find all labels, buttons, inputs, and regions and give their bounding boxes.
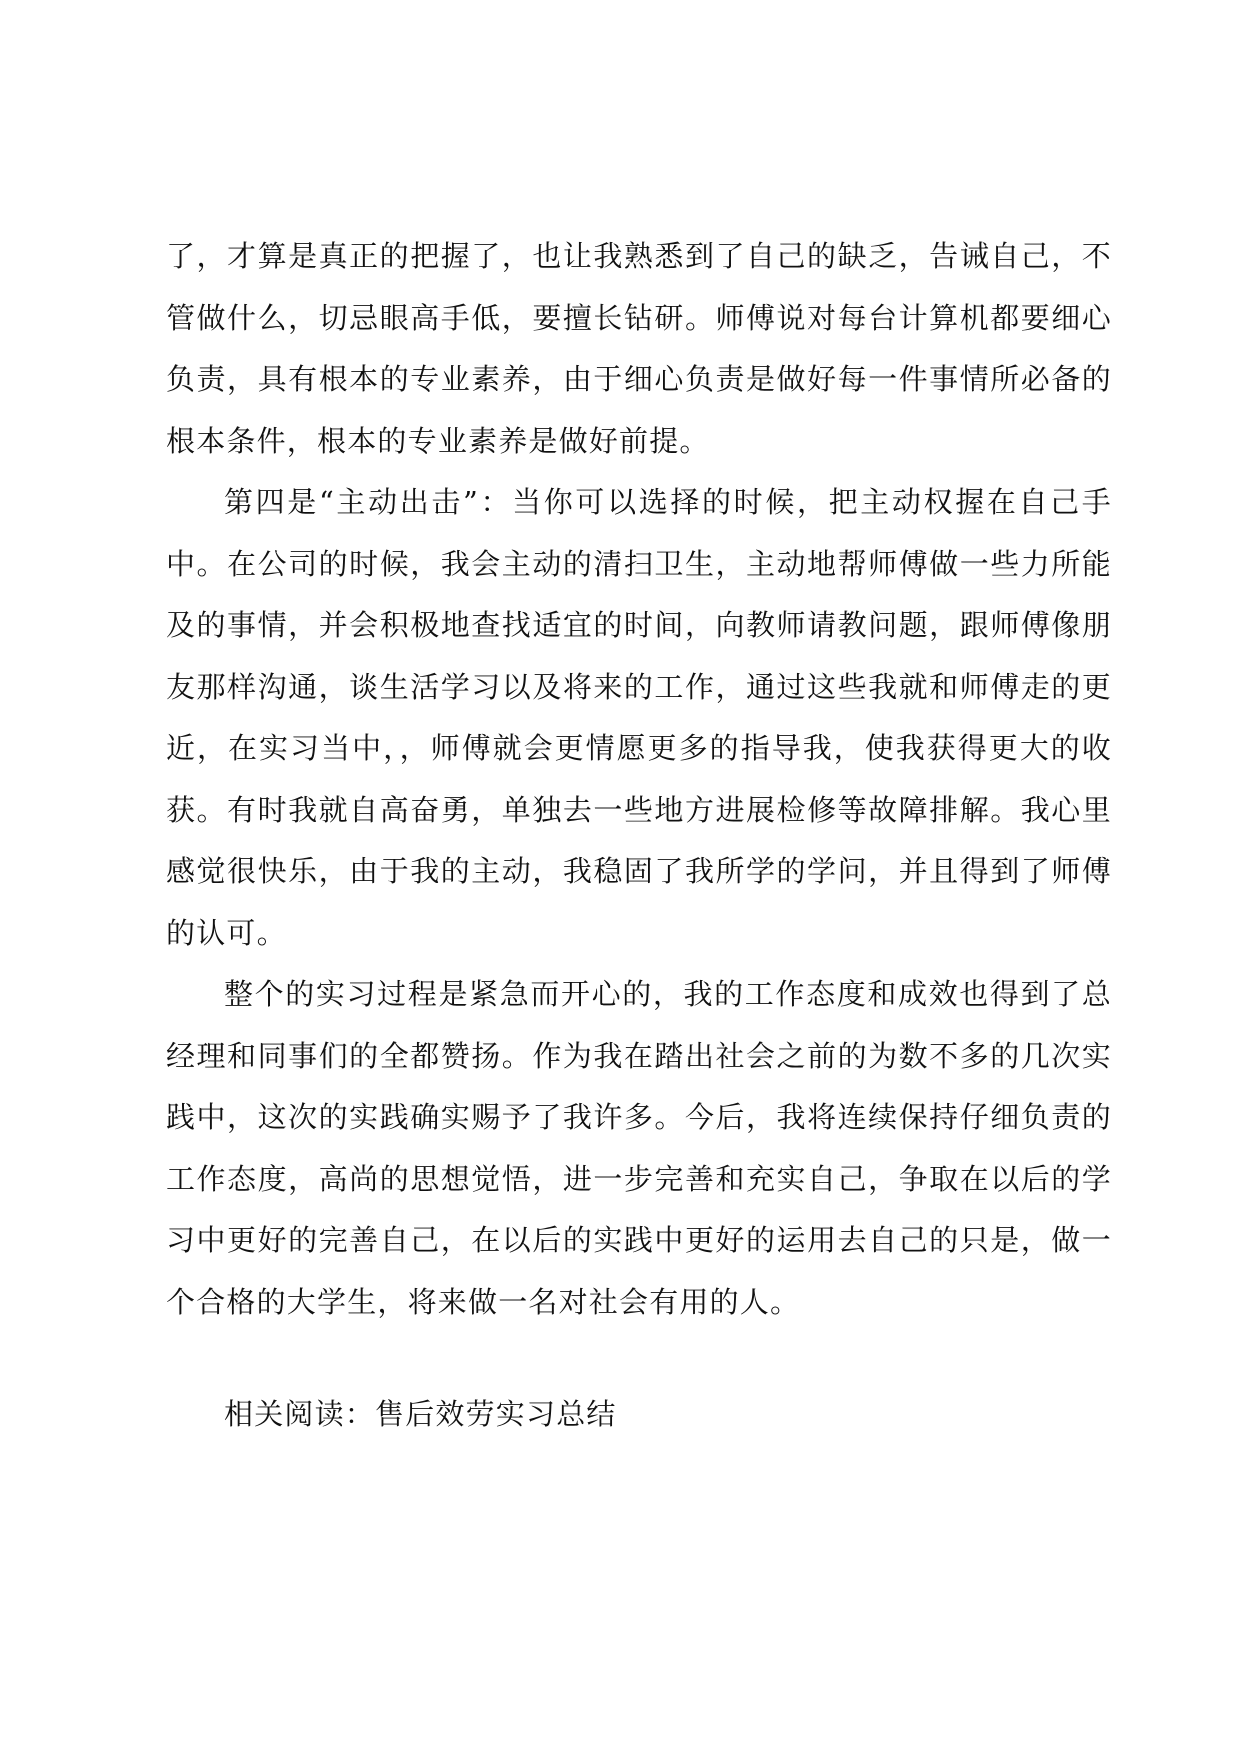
paragraph-1-line-2: 做什么，切忌眼高手低，要擅长钻研。师傅说对每台计算机都要细心负责，	[166, 300, 1112, 396]
paragraph-2-line-7: 于我的主动，我稳固了我所学的学问，并且得到了师傅的认可。	[166, 854, 1112, 950]
paragraph-2-line-5: 当中，，师傅就会更情愿更多的指导我，使我获得更大的收获。有时我就	[166, 731, 1112, 827]
paragraph-3-line-4: 高尚的思想觉悟，进一步完善和充实自己，争取在以后的学习中更好的完	[166, 1161, 1112, 1257]
paragraph-2-line-3: 情，并会积极地查找适宜的时间，向教师请教问题，跟师傅像朋友那样沟	[166, 608, 1112, 704]
paragraph-2-line-6: 自高奋勇，单独去一些地方进展检修等故障排解。我心里感觉很快乐，由	[166, 792, 1112, 888]
paragraph-1-line-1: 了，才算是真正的把握了，也让我熟悉到了自己的缺乏，告诫自己，不管	[166, 239, 1112, 335]
document-body	[166, 226, 1112, 1333]
paragraph-3-line-3: 这次的实践确实赐予了我许多。今后，我将连续保持仔细负责的工作态度，	[166, 1100, 1112, 1196]
paragraph-3-line-5: 善自己，在以后的实践中更好的运用去自己的只是，做一个合格的大学生，	[166, 1223, 1112, 1319]
paragraph-2-line-4: 通，谈生活学习以及将来的工作，通过这些我就和师傅走的更近，在实习	[166, 669, 1112, 765]
paragraph-3-line-2: 理和同事们的全都赞扬。作为我在踏出社会之前的为数不多的几次实践中，	[166, 1038, 1112, 1134]
paragraph-2-line-1: 第四是“主动出击”：当你可以选择的时候，把主动权握在自己手中。	[166, 485, 1112, 581]
paragraph-1-line-3: 具有根本的专业素养，由于细心负责是做好每一件事情所必备的根本条件，	[166, 362, 1112, 458]
paragraph-2-line-2: 在公司的时候，我会主动的清扫卫生，主动地帮师傅做一些力所能及的事	[166, 546, 1112, 642]
paragraph-3	[166, 964, 1112, 1333]
paragraph-1	[166, 226, 1112, 472]
paragraph-2	[166, 472, 1112, 964]
paragraph-3-line-1: 整个的实习过程是紧急而开心的，我的工作态度和成效也得到了总经	[166, 977, 1112, 1073]
related-reading: 相关阅读：售后效劳实习总结	[224, 1397, 617, 1431]
paragraph-3-line-6: 将来做一名对社会有用的人。	[407, 1284, 801, 1319]
paragraph-1-line-4: 根本的专业素养是做好前提。	[317, 423, 710, 458]
